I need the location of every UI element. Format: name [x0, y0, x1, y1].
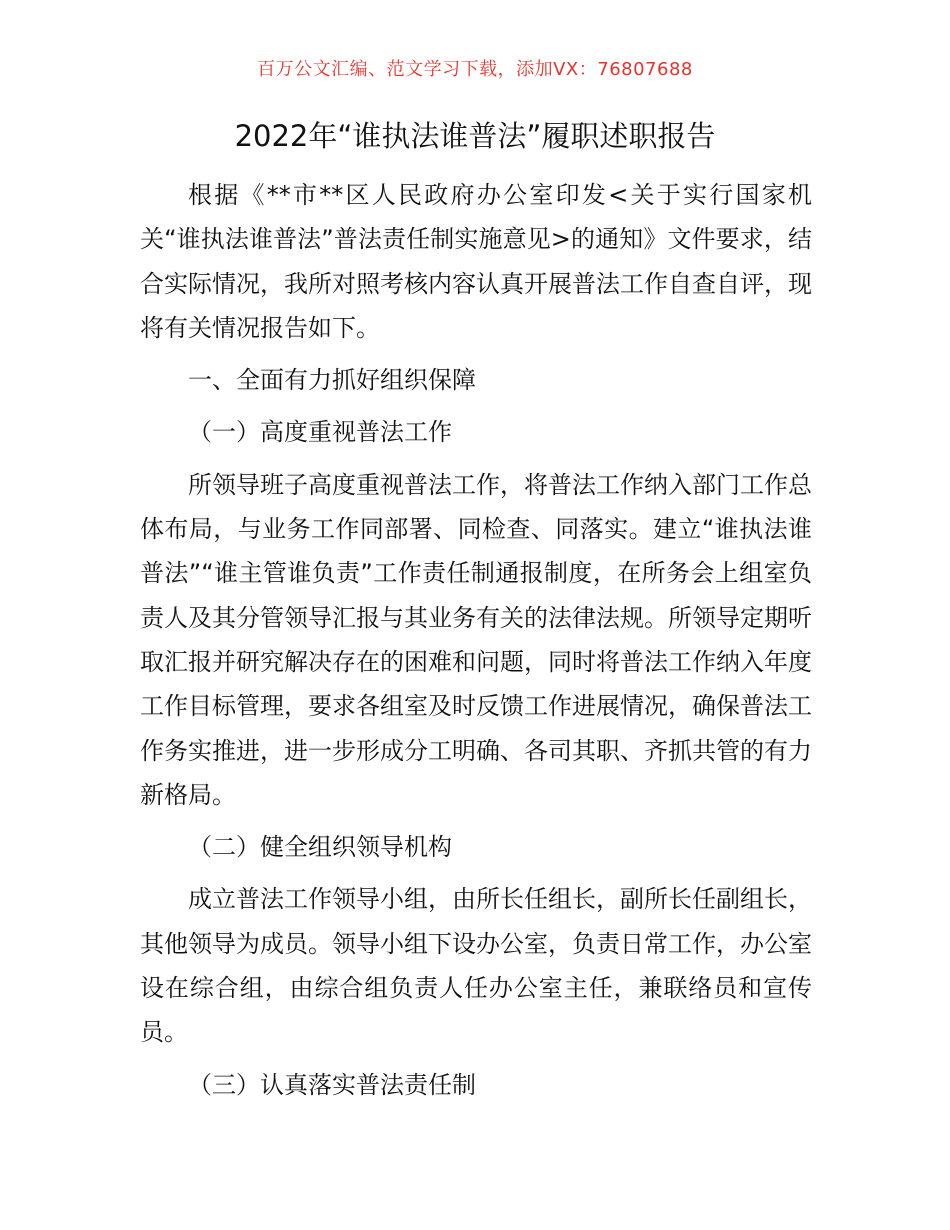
section-1-heading: 一、全面有力抓好组织保障	[188, 366, 476, 395]
document-title: 2022年“谁执法谁普法”履职述职报告	[234, 119, 716, 153]
watermark-banner: 百万公文汇编、范文学习下载，添加VX：76807688	[257, 59, 693, 80]
subsection-2-paragraph: 成立普法工作领导小组，由所长任组长，副所长任副组长，其他领导为成员。领导小组下设办公室，负责日常工作，办公室设在综合组，由综合组负责人任办公室主任，兼联络员和宣传员。	[140, 885, 812, 1047]
subsection-2-heading: （二）健全组织领导机构	[188, 833, 452, 862]
intro-paragraph: 根据《**市**区人民政府办公室印发<关于实行国家机关“谁执法谁普法”普法责任制实施意见>的通知》文件要求，结合实际情况，我所对照考核内容认真开展普法工作自查自评，现将有关情况报告如下。	[140, 181, 812, 342]
subsection-3-heading: （三）认真落实普法责任制	[188, 1070, 476, 1099]
subsection-1-heading: （一）高度重视普法工作	[188, 418, 452, 447]
document-body	[140, 173, 812, 1107]
subsection-1-paragraph: 所领导班子高度重视普法工作，将普法工作纳入部门工作总体布局，与业务工作同部署、同检查、同落实。建立“谁执法谁普法”“谁主管谁负责”工作责任制通报制度，在所务会上组室负责人及其分管领导汇报与其业务有关的法律法规。所领导定期听取汇报并研究解决存在的困难和问题，同时将普法工作纳入年度工作目标管理，要求各组室及时反馈工作进展情况，确保普法工作务实推进，进一步形成分工明确、各司其职、齐抓共管的有力新格局。	[140, 470, 812, 809]
